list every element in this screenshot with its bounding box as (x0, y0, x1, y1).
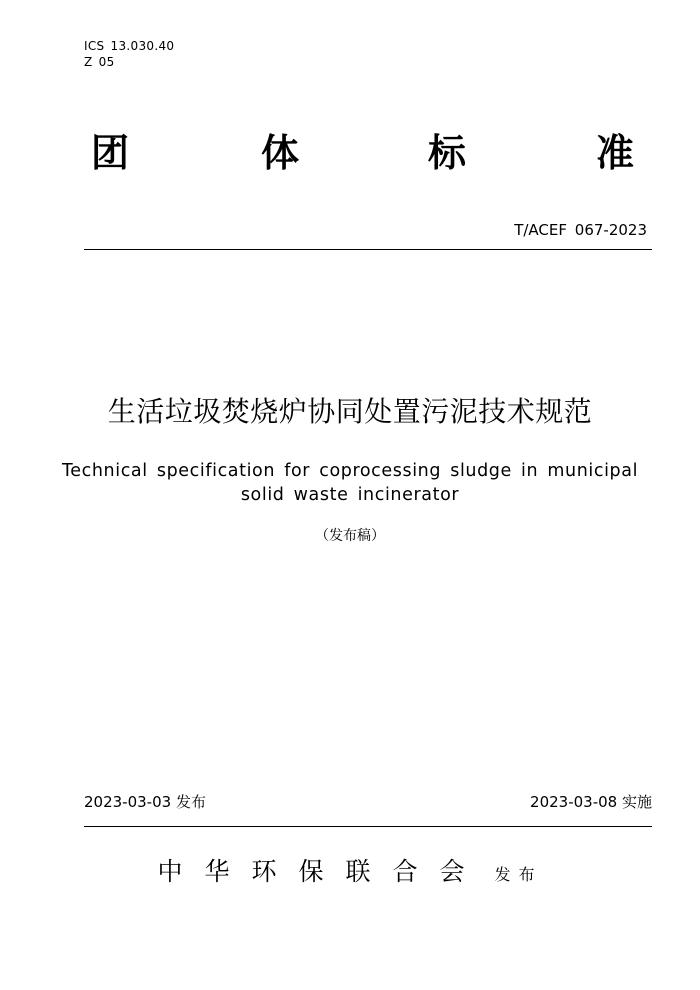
draft-status-label: （发布稿） (315, 528, 385, 544)
standard-type-char: 准 (595, 131, 634, 175)
standard-type-char: 体 (260, 131, 299, 175)
ccs-code: Z 05 (84, 55, 115, 69)
standard-number: T/ACEF 067-2023 (514, 221, 647, 239)
top-divider (84, 249, 652, 250)
implement-date: 2023-03-08 实施 (530, 793, 652, 811)
english-title (0, 459, 700, 507)
issuer-name: 中华环保联合会 (157, 857, 487, 886)
chinese-title: 生活垃圾焚烧炉协同处置污泥技术规范 (107, 395, 593, 428)
ics-code: ICS 13.030.40 (84, 39, 175, 53)
publish-date: 2023-03-03 发布 (84, 793, 206, 811)
english-title-line-2: solid waste incinerator (240, 485, 460, 505)
issuer-line (0, 856, 700, 891)
issuer-action: 发布 (494, 865, 543, 884)
english-title-line-1: Technical specification for coprocessing sludge in municipal (61, 461, 639, 481)
standard-type-char: 团 (90, 131, 129, 175)
standard-type-char: 标 (427, 131, 466, 175)
bottom-divider (84, 826, 652, 827)
